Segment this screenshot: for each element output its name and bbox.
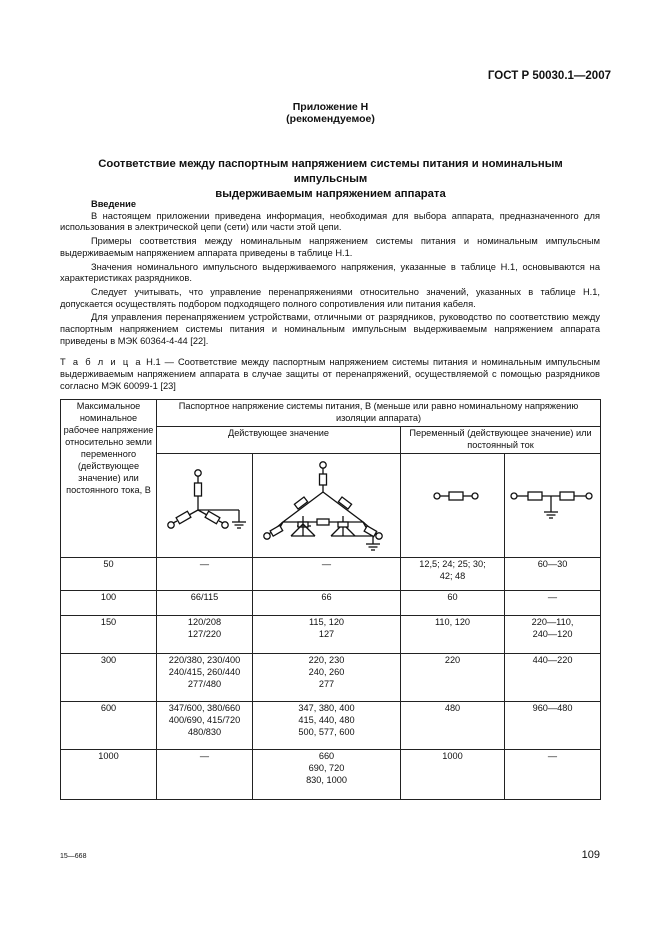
intro-paragraph-4: Следует учитывать, что управление перенапряжениями относительно значений, указанных в таблице Н.1, допускается осуществлять подбором подходящего полного сопротивления или питания кабеля. <box>60 286 600 309</box>
single-three-wire-cell: 440—220 <box>505 654 601 702</box>
max-voltage-cell: 1000 <box>61 750 157 800</box>
table-caption-label: Т а б л и ц а <box>60 357 143 367</box>
intro-paragraph-5: Для управления перенапряжением устройствами, отличными от разрядников, руководство по соответствию между паспортным напряжением системы питания и номинальным импульсным выдерживаемым напряжением аппарата приведены в МЭК 60364-4-44 [22]. <box>60 312 600 346</box>
three-phase-star-cell: 347/600, 380/660 400/690, 415/720 480/830 <box>157 702 253 750</box>
three-phase-delta-cell: 66 <box>253 591 401 616</box>
three-phase-delta-cell: 115, 120 127 <box>253 616 401 654</box>
max-voltage-cell: 300 <box>61 654 157 702</box>
page-number: 109 <box>581 849 600 861</box>
single-two-wire-cell: 1000 <box>401 750 505 800</box>
delta-network-diagram <box>255 454 399 554</box>
single-two-wire-cell: 480 <box>401 702 505 750</box>
row-header-cell: Максимальное номинальное рабочее напряжение относительно земли переменного (действующее значение) или постоянного тока, В <box>61 400 157 558</box>
intro-paragraph-1: В настоящем приложении приведена информация, необходимая для выбора аппарата, предназначенного для использования в электрической цепи (сети) или части этой цепи. <box>60 210 600 233</box>
single-three-wire-cell: 960—480 <box>505 702 601 750</box>
single-three-wire-cell: — <box>505 591 601 616</box>
diagram-delta-cell <box>253 454 401 558</box>
footer-print-code: 15—668 <box>60 853 87 860</box>
single-three-wire-cell: 60—30 <box>505 558 601 591</box>
two-wire-diagram <box>403 454 503 554</box>
single-two-wire-cell: 60 <box>401 591 505 616</box>
three-phase-star-cell: 120/208 127/220 <box>157 616 253 654</box>
three-phase-star-cell: — <box>157 558 253 591</box>
table-caption <box>60 356 600 392</box>
main-title-line2: выдерживаемым напряжением аппарата <box>215 188 446 200</box>
main-title-line1: Соответствие между паспортным напряжением системы питания и номинальным импульсным <box>98 158 563 185</box>
appendix-heading <box>0 101 661 125</box>
three-phase-delta-cell: 220, 230 240, 260 277 <box>253 654 401 702</box>
table-row <box>61 616 601 654</box>
max-voltage-cell: 600 <box>61 702 157 750</box>
single-two-wire-cell: 110, 120 <box>401 616 505 654</box>
introduction <box>60 199 600 349</box>
single-three-wire-cell: — <box>505 750 601 800</box>
star-network-diagram <box>159 454 251 554</box>
appendix-title: Приложение Н <box>292 101 369 113</box>
diagram-star-cell <box>157 454 253 558</box>
single-three-wire-cell: 220—110, 240—120 <box>505 616 601 654</box>
max-voltage-cell: 50 <box>61 558 157 591</box>
supply-voltage-header: Паспортное напряжение системы питания, В (меньше или равно номинальному напряжению изоляции аппарата) <box>157 400 601 427</box>
three-phase-star-cell: 66/115 <box>157 591 253 616</box>
table-row <box>61 750 601 800</box>
three-phase-star-cell: 220/380, 230/400 240/415, 260/440 277/480 <box>157 654 253 702</box>
voltage-table <box>60 399 601 800</box>
three-phase-delta-cell: 660 690, 720 830, 1000 <box>253 750 401 800</box>
appendix-subtitle: (рекомендуемое) <box>286 113 375 125</box>
max-voltage-cell: 150 <box>61 616 157 654</box>
max-voltage-cell: 100 <box>61 591 157 616</box>
three-wire-diagram <box>507 454 599 554</box>
three-phase-delta-cell: 347, 380, 400 415, 440, 480 500, 577, 600 <box>253 702 401 750</box>
single-two-wire-cell: 220 <box>401 654 505 702</box>
rms-value-header: Действующее значение <box>157 427 401 454</box>
three-phase-star-cell: — <box>157 750 253 800</box>
intro-heading: Введение <box>91 199 137 209</box>
single-two-wire-cell: 12,5; 24; 25; 30; 42; 48 <box>401 558 505 591</box>
document-code: ГОСТ Р 50030.1—2007 <box>487 70 611 82</box>
table-row <box>61 591 601 616</box>
ac-dc-header: Переменный (действующее значение) или постоянный ток <box>401 427 601 454</box>
diagram-two-wire-cell <box>401 454 505 558</box>
main-title <box>60 157 601 202</box>
diagram-three-wire-cell <box>505 454 601 558</box>
table-row <box>61 654 601 702</box>
table-caption-text: Н.1 — Соответствие между паспортным напряжением системы питания и номинальным импульсным выдерживаемым напряжением аппарата в случае защиты от перенапряжений, осуществляемой с помощью разрядников согласно МЭК 60099-1 [23] <box>60 357 600 391</box>
table-row <box>61 702 601 750</box>
table-row <box>61 558 601 591</box>
intro-paragraph-2: Примеры соответствия между номинальным напряжением системы питания и номинальным импульсным выдерживаемым напряжением аппарата приведены в таблице Н.1. <box>60 236 600 258</box>
three-phase-delta-cell: — <box>253 558 401 591</box>
intro-paragraph-3: Значения номинального импульсного выдерживаемого напряжения, указанные в таблице Н.1, основываются на характеристиках разрядников. <box>60 261 600 284</box>
